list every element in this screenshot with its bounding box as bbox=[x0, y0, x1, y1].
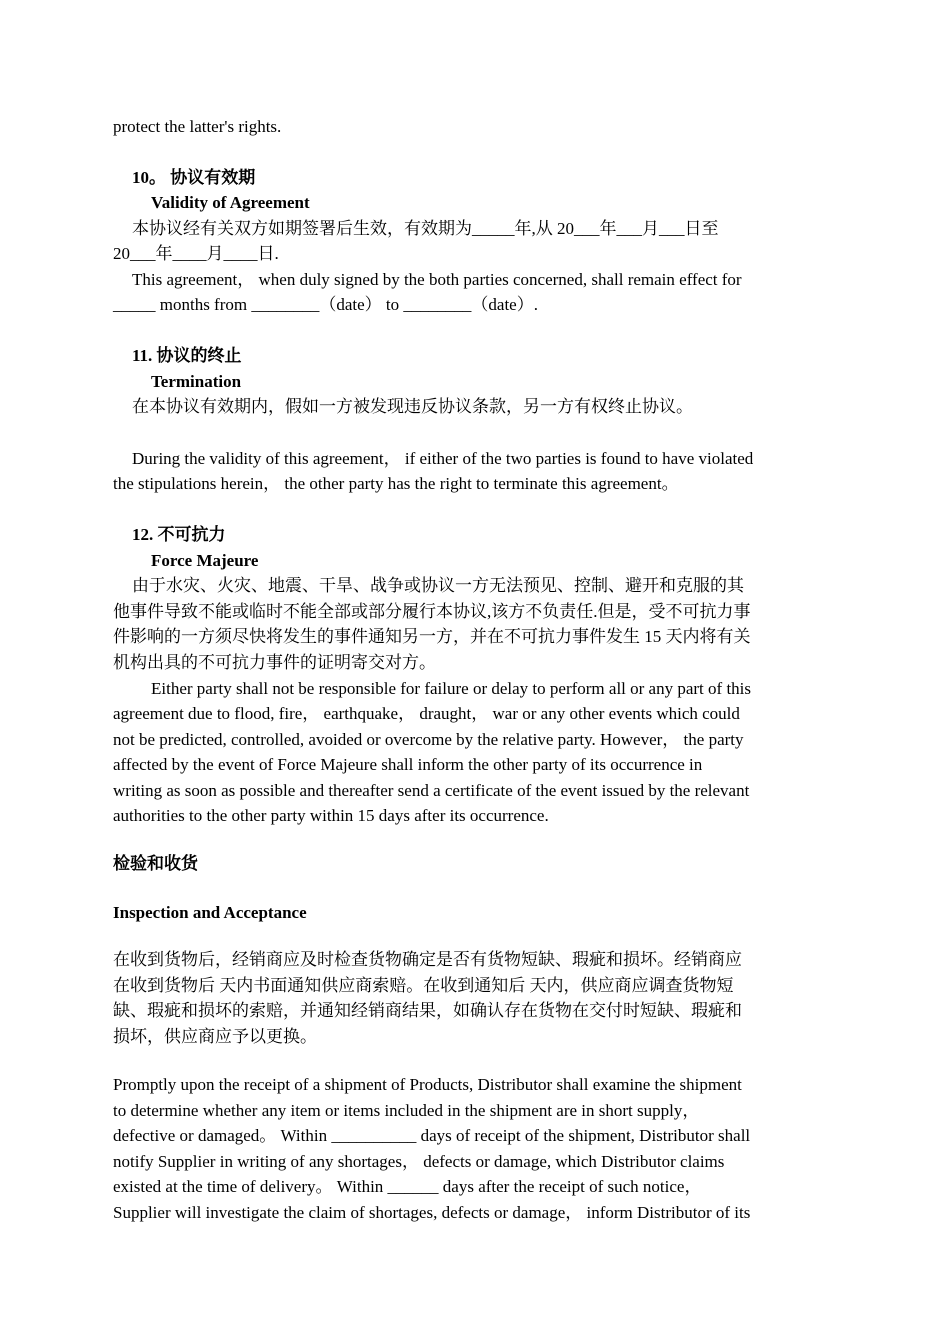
inspection-heading-en: Inspection and Acceptance bbox=[113, 903, 307, 922]
section-11-zh-text: 在本协议有效期内，假如一方被发现违反协议条款，另一方有权终止协议。 bbox=[132, 397, 693, 416]
inspection-en-line-4: notify Supplier in writing of any shortages， defects or damage, which Distributor claims bbox=[113, 1152, 725, 1171]
section-10-zh-line-1: 本协议经有关双方如期签署后生效，有效期为_____年,从 20___年___月___日至 bbox=[132, 219, 719, 238]
inspection-zh-line-4: 损坏，供应商应予以更换。 bbox=[113, 1027, 317, 1046]
section-12-zh-line-2: 他事件导致不能或临时不能全部或部分履行本协议,该方不负责任.但是，受不可抗力事 bbox=[113, 602, 751, 621]
inspection-en-line-2: to determine whether any item or items included in the shipment are in short supply， bbox=[113, 1101, 700, 1120]
section-12-zh-line-4: 机构出具的不可抗力事件的证明寄交对方。 bbox=[113, 653, 436, 672]
section-12-zh-line-3: 件影响的一方须尽快将发生的事件通知另一方，并在不可抗力事件发生 15 天内将有关 bbox=[113, 627, 751, 646]
inspection-en-line-1: Promptly upon the receipt of a shipment of Products, Distributor shall examine the shipment bbox=[113, 1075, 742, 1094]
section-10-zh-line-2: 20___年____月____日. bbox=[113, 244, 279, 263]
inspection-zh-line-2: 在收到货物后 天内书面通知供应商索赔。在收到通知后 天内，供应商应调查货物短 bbox=[113, 976, 734, 995]
section-11-en-line-2: the stipulations herein， the other party has the right to terminate this agreement。 bbox=[113, 474, 679, 493]
inspection-en-line-6: Supplier will investigate the claim of shortages, defects or damage， inform Distributor of its bbox=[113, 1203, 751, 1222]
section-12-subheading: Force Majeure bbox=[151, 551, 259, 570]
inspection-en-line-3: defective or damaged。 Within __________ days of receipt of the shipment, Distributor shall bbox=[113, 1126, 751, 1145]
section-12-en-line-5: writing as soon as possible and thereafter send a certificate of the event issued by the relevant bbox=[113, 781, 750, 800]
section-10-en-line-1: This agreement， when duly signed by the both parties concerned, shall remain effect for bbox=[132, 270, 742, 289]
section-12-en-line-4: affected by the event of Force Majeure shall inform the other party of its occurrence in bbox=[113, 755, 703, 774]
section-12-zh-line-1: 由于水灾、火灾、地震、干旱、战争或协议一方无法预见、控制、避开和克服的其 bbox=[132, 576, 744, 595]
section-11-en-line-1: During the validity of this agreement， if either of the two parties is found to have violated bbox=[132, 449, 754, 468]
section-12-en-line-1: Either party shall not be responsible for failure or delay to perform all or any part of this bbox=[151, 679, 752, 698]
intro-tail-text: protect the latter's rights. bbox=[113, 117, 282, 136]
section-11-subheading: Termination bbox=[151, 372, 242, 391]
inspection-en-line-5: existed at the time of delivery。 Within ______ days after the receipt of such notice， bbox=[113, 1177, 702, 1196]
inspection-heading-zh: 检验和收货 bbox=[113, 854, 198, 873]
section-10-en-line-2: _____ months from ________（date） to ________（date）. bbox=[113, 295, 538, 314]
section-12-en-line-2: agreement due to flood, fire， earthquake， draught， war or any other events which could bbox=[113, 704, 740, 723]
section-10-subheading: Validity of Agreement bbox=[151, 193, 310, 212]
inspection-zh-line-3: 缺、瑕疵和损坏的索赔，并通知经销商结果，如确认存在货物在交付时短缺、瑕疵和 bbox=[113, 1001, 742, 1020]
inspection-zh-line-1: 在收到货物后，经销商应及时检查货物确定是否有货物短缺、瑕疵和损坏。经销商应 bbox=[113, 950, 742, 969]
section-12-en-line-6: authorities to the other party within 15 days after its occurrence. bbox=[113, 806, 549, 825]
section-12-en-line-3: not be predicted, controlled, avoided or overcome by the relative party. However， the party bbox=[113, 730, 744, 749]
section-11-heading: 11. 协议的终止 bbox=[132, 346, 242, 365]
section-10-heading: 10。 协议有效期 bbox=[132, 168, 256, 187]
section-12-heading: 12. 不可抗力 bbox=[132, 525, 226, 544]
